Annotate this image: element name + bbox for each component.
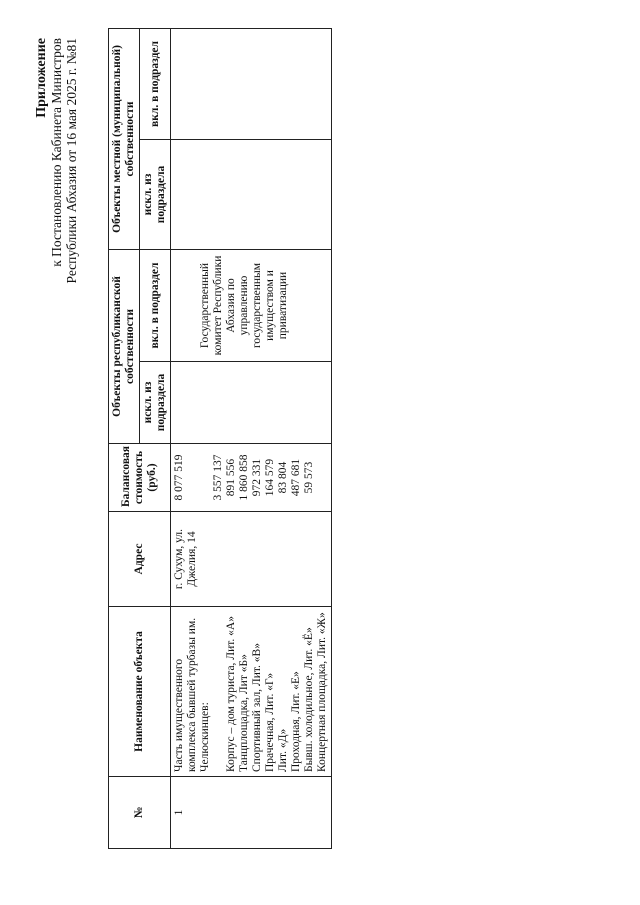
header-rep-excl: искл. из подраздела (140, 362, 171, 444)
cost-cell (171, 444, 332, 512)
main-cost: 8 077 519 (173, 454, 185, 501)
responsible-body: Государственный комитет Республики Абхазия по управлению государственным имуществом и приватизации (199, 255, 289, 356)
objects-table (108, 28, 332, 849)
appendix-title: Приложение (34, 38, 49, 118)
item-cost: 164 579 (264, 458, 276, 497)
header-rep-incl: вкл. в подраздел (140, 249, 171, 361)
header-address: Адрес (109, 512, 171, 607)
row-number: 1 (171, 777, 332, 849)
object-item-name: Спортивный зал, Лит. «В» (251, 643, 263, 772)
item-cost: 487 681 (290, 458, 302, 497)
object-item-name: Танцплощадка, Лит «Б» (238, 654, 250, 772)
rep-incl-cell (171, 249, 332, 361)
item-cost: 1 860 858 (238, 454, 250, 501)
table-header-row (109, 28, 140, 848)
table-row (171, 28, 332, 848)
object-name-cell (171, 607, 332, 777)
object-item-name: Лит. «Д» (277, 728, 289, 772)
mun-incl-cell (171, 28, 332, 139)
address-cell: г. Сухум, ул. Джелия, 14 (171, 512, 332, 607)
decree-line-2: Республики Абхазия от 16 мая 2025 г. №81 (64, 38, 79, 284)
item-cost: 891 556 (225, 458, 237, 497)
header-cost: Балансовая стоимость (руб.) (109, 444, 171, 512)
item-cost: 59 573 (303, 461, 315, 494)
document-header (34, 38, 79, 284)
object-item-name: Прачечная, Лит. «Г» (264, 672, 276, 772)
rep-excl-cell (171, 362, 332, 444)
item-cost: 83 804 (277, 461, 289, 494)
object-item-name: Концертная площадка, Лит. «Ж» (316, 612, 328, 772)
item-cost: 3 557 137 (212, 454, 224, 501)
header-municipal: Объекты местной (муниципальной) собственности (109, 28, 140, 249)
header-mun-excl: искл. из подраздела (140, 139, 171, 249)
mun-excl-cell (171, 139, 332, 249)
header-num: № (109, 777, 171, 849)
item-cost: 972 331 (251, 458, 263, 497)
header-mun-incl: вкл. в подраздел (140, 28, 171, 139)
object-item-name: Проходная, Лит. «Е» (290, 671, 302, 772)
header-republican: Объекты республиканской собственности (109, 249, 140, 443)
object-item-name: Корпус – дом туриста, Лит. «А» (225, 616, 237, 772)
header-name: Наименование объекта (109, 607, 171, 777)
object-main-name: Часть имущественного комплекса бывшей турбазы им. Челюскинцев: (173, 617, 211, 772)
object-item-name: Бывш. холодильное, Лит. «Ё» (303, 627, 315, 772)
decree-line-1: к Постановлению Кабинета Министров (49, 38, 64, 267)
